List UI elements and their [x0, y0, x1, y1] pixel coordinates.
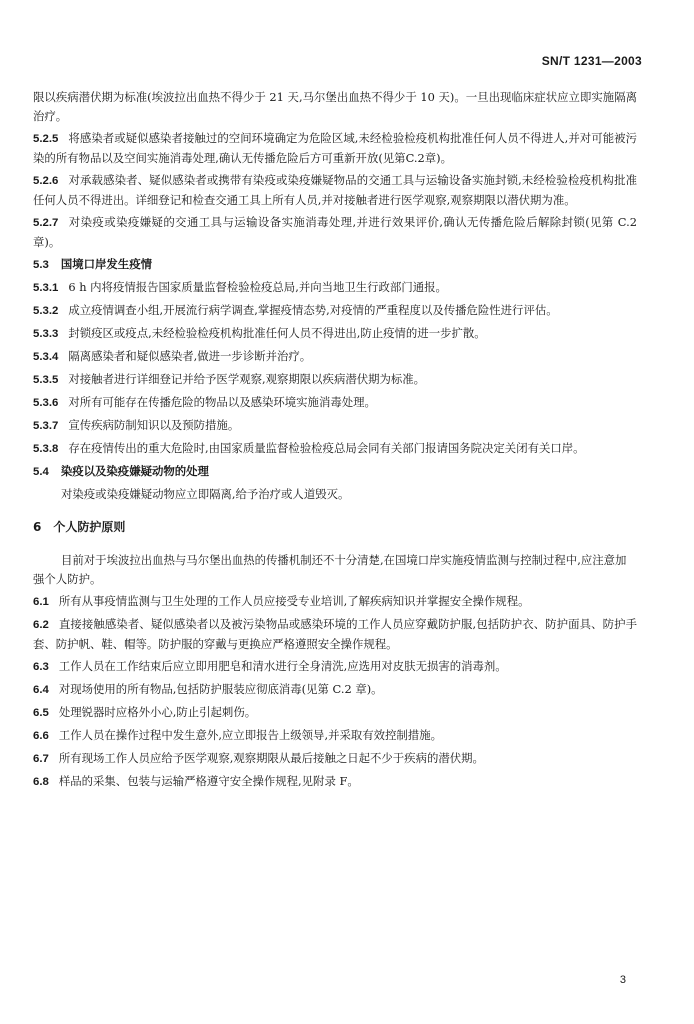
- document-body: [33, 88, 637, 795]
- clause-6-1: 6.1 所有从事疫情监测与卫生处理的工作人员应接受专业培训,了解疾病知识并掌握安全操作规程。: [33, 594, 530, 608]
- clause-6-2: 6.2 直接接触感染者、疑似感染者以及被污染物品或感染环境的工作人员应穿戴防护服,包括防护衣、防护面具、防护手套、防护帆、鞋、帽等。防护服的穿戴与更换应严格遵照安全操作规程。: [33, 617, 637, 651]
- clause-5-3-8: 5.3.8 存在疫情传出的重大危险时,由国家质量监督检验检疫总局会同有关部门报请国务院决定关闭有关口岸。: [33, 441, 585, 455]
- section-5-3-heading: 5.3 国境口岸发生疫情: [33, 257, 152, 271]
- chapter-6-heading: 6 个人防护原则: [33, 520, 126, 534]
- clause-5-3-4: 5.3.4 隔离感染者和疑似感染者,做进一步诊断并治疗。: [33, 349, 312, 363]
- standard-code: SN/T 1231—2003: [541, 54, 642, 68]
- clause-5-3-1: 5.3.1 6 h 内将疫情报告国家质量监督检验检疫总局,并向当地卫生行政部门通报。: [33, 280, 447, 294]
- clause-6-8: 6.8 样品的采集、包装与运输严格遵守安全操作规程,见附录 F。: [33, 774, 359, 788]
- clause-5-3-3: 5.3.3 封锁疫区或疫点,未经检验检疫机构批准任何人员不得进出,防止疫情的进一步扩散。: [33, 326, 486, 340]
- clause-5-2-6: 5.2.6 对承载感染者、疑似感染者或携带有染疫或染疫嫌疑物品的交通工具与运输设备实施封锁,未经检验检疫机构批准任何人员不得进出。详细登记和检查交通工具上所有人员,并对接触者进行医学观察,观察期限以潜伏期为准。: [33, 173, 637, 207]
- section-5-4-body: 对染疫或染疫嫌疑动物应立即隔离,给予治疗或人道毁灭。: [61, 487, 350, 501]
- clause-5-2-5: 5.2.5 将感染者或疑似感染者接触过的空间环境确定为危险区域,未经检验检疫机构批准任何人员不得进人,并对可能被污染的所有物品以及空间实施消毒处理,确认无传播危险后方可重新开放(见第C.2章)。: [33, 131, 637, 165]
- paragraph-continuation: 限以疾病潜伏期为标准(埃波拉出血热不得少于 21 天,马尔堡出血热不得少于 10 天)。一旦出现临床症状应立即实施隔离治疗。: [33, 90, 637, 123]
- clause-6-3: 6.3 工作人员在工作结束后应立即用肥皂和清水进行全身清洗,应选用对皮肤无损害的消毒剂。: [33, 659, 507, 673]
- clause-5-2-7: 5.2.7 对染疫或染疫嫌疑的交通工具与运输设备实施消毒处理,并进行效果评价,确认无传播危险后解除封锁(见第 C.2 章)。: [33, 215, 637, 249]
- clause-6-4: 6.4 对现场使用的所有物品,包括防护服装应彻底消毒(见第 C.2 章)。: [33, 682, 383, 696]
- clause-6-5: 6.5 处理锐器时应格外小心,防止引起刺伤。: [33, 705, 257, 719]
- clause-5-3-7: 5.3.7 宣传疾病防制知识以及预防措施。: [33, 418, 240, 432]
- page-number: 3: [619, 974, 626, 986]
- clause-6-6: 6.6 工作人员在操作过程中发生意外,应立即报告上级领导,并采取有效控制措施。: [33, 728, 442, 742]
- clause-5-3-5: 5.3.5 对接触者进行详细登记并给予医学观察,观察期限以疾病潜伏期为标准。: [33, 372, 426, 386]
- chapter-6-intro: 目前对于埃波拉出血热与马尔堡出血热的传播机制还不十分清楚,在国境口岸实施疫情监测与控制过程中,应注意加强个人防护。: [33, 553, 627, 586]
- clause-5-3-6: 5.3.6 对所有可能存在传播危险的物品以及感染环境实施消毒处理。: [33, 395, 376, 409]
- section-5-4-heading: 5.4 染疫以及染疫嫌疑动物的处理: [33, 464, 209, 478]
- clause-5-3-2: 5.3.2 成立疫情调查小组,开展流行病学调查,掌握疫情态势,对疫情的严重程度以及传播危险性进行评估。: [33, 303, 558, 317]
- clause-6-7: 6.7 所有现场工作人员应给予医学观察,观察期限从最后接触之日起不少于疾病的潜伏期。: [33, 751, 484, 765]
